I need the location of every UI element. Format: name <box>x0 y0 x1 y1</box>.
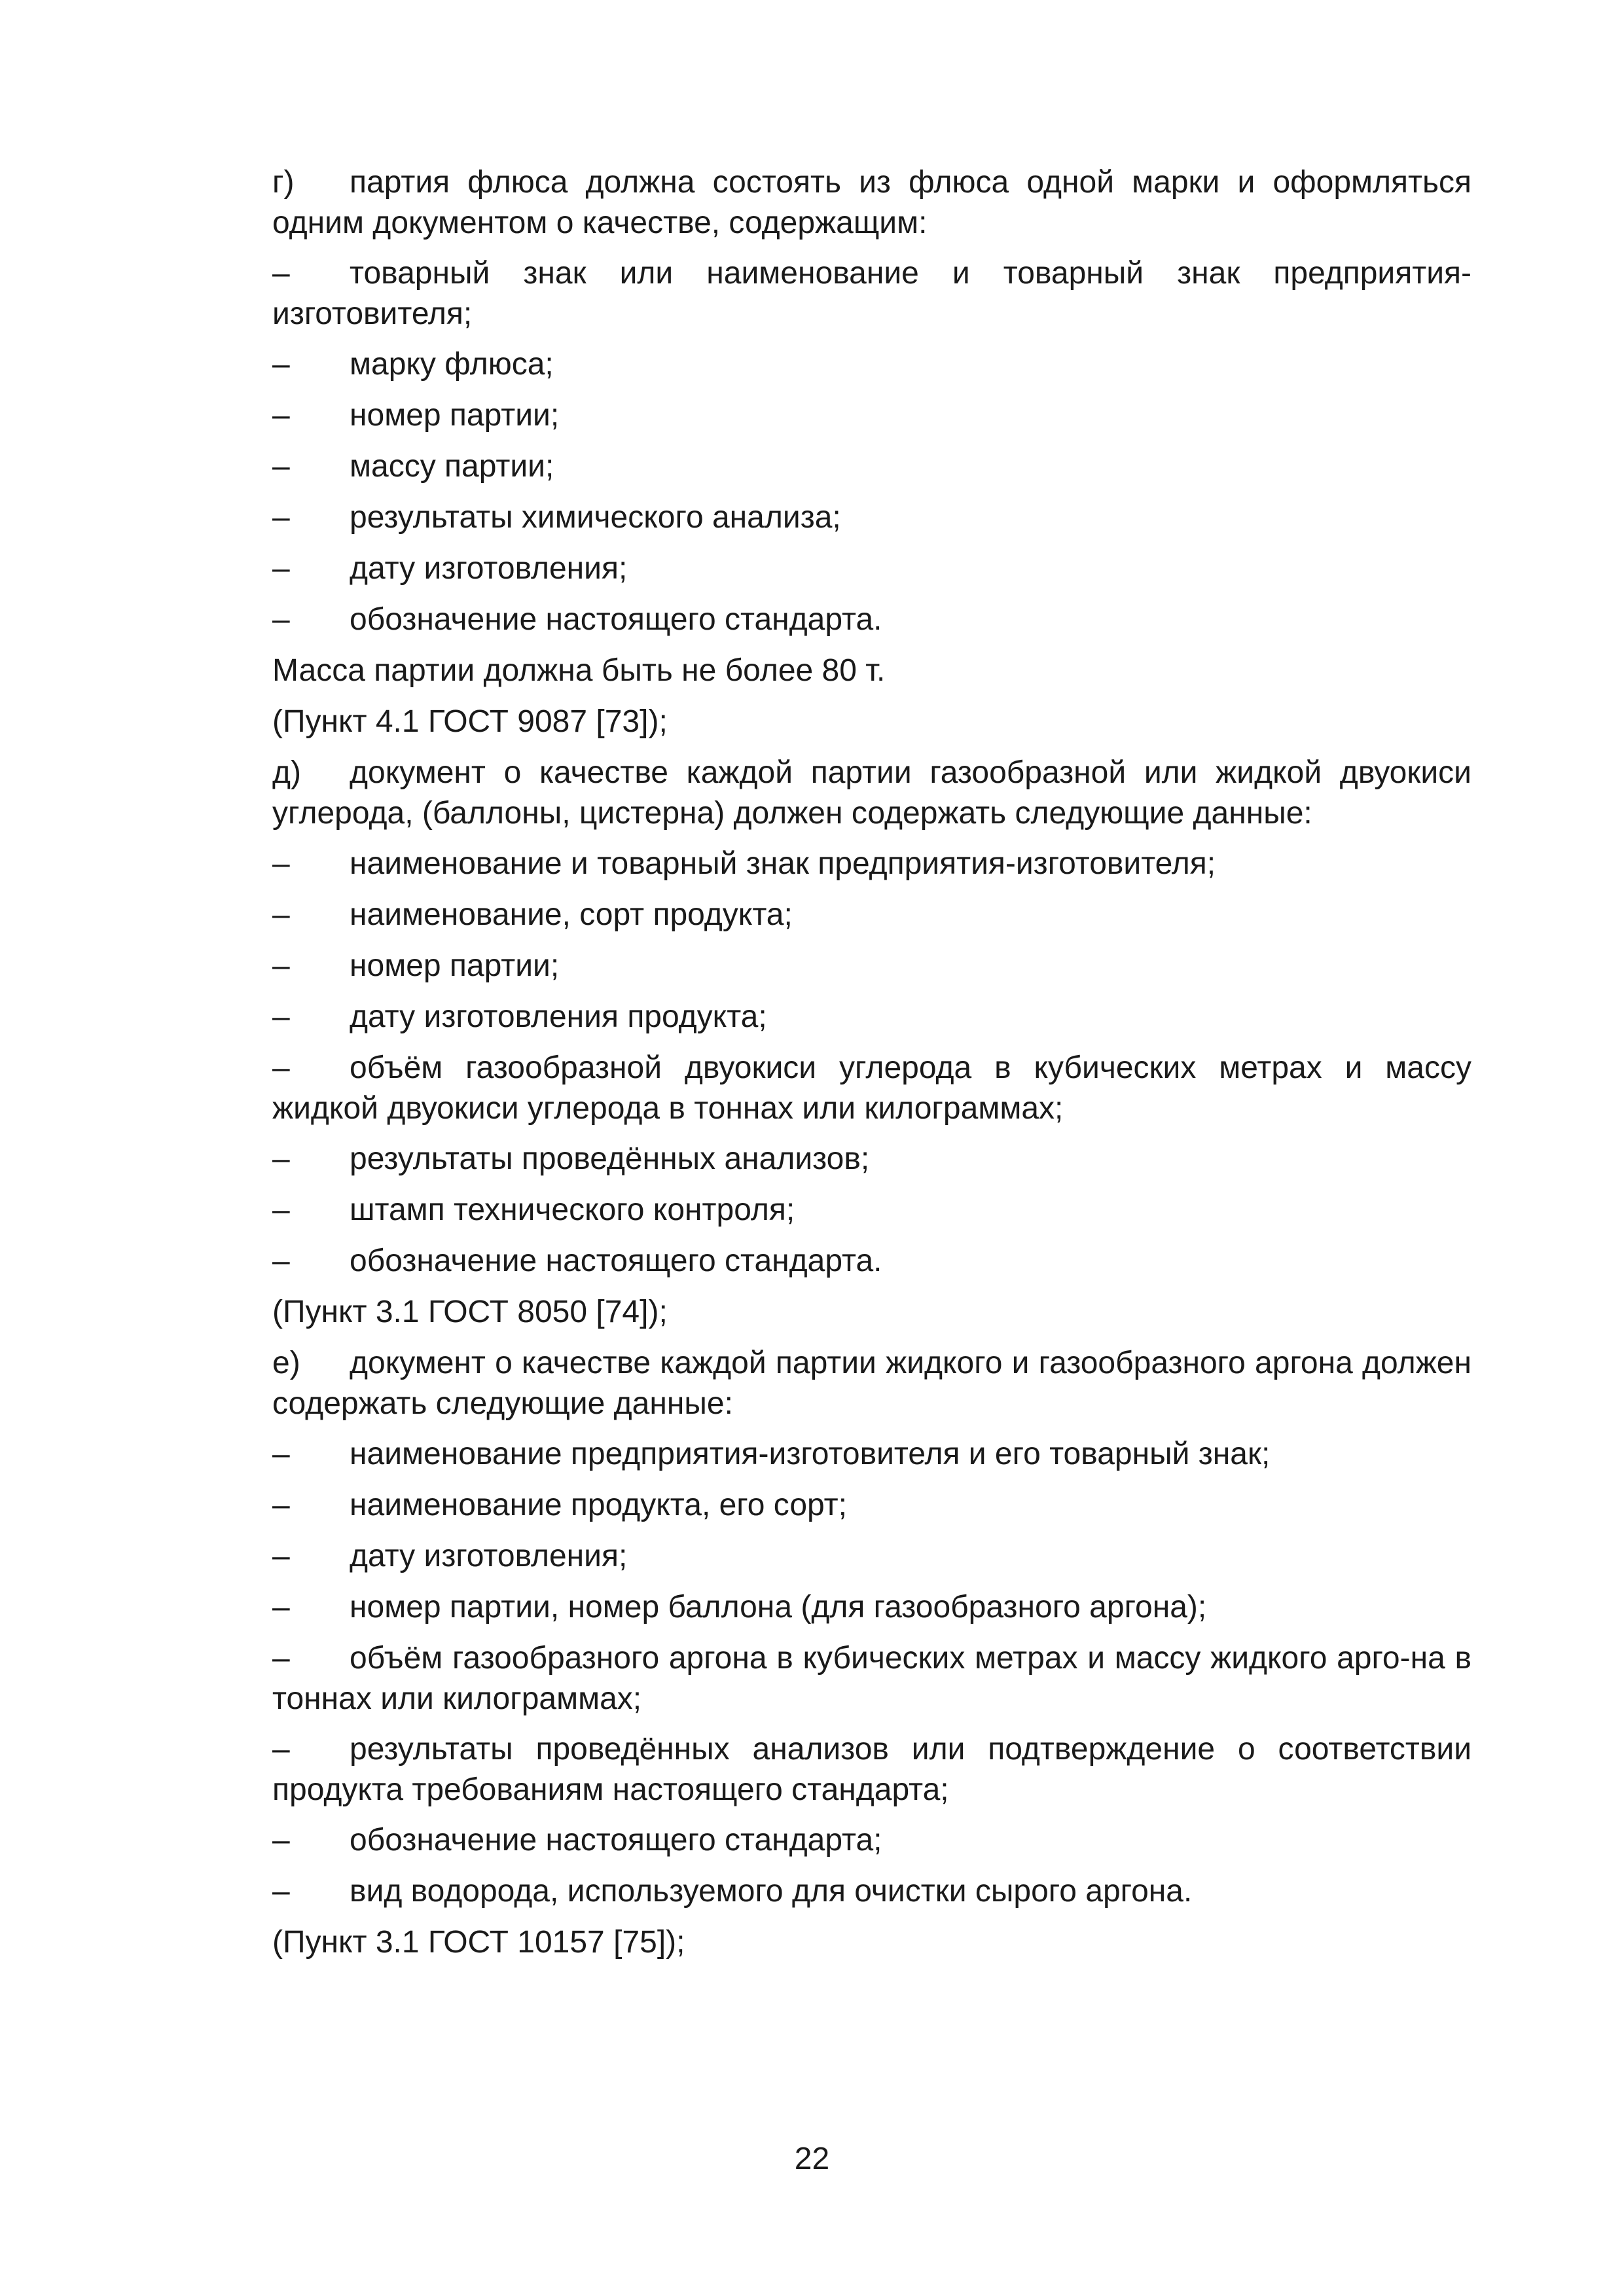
item-text: дату изготовления; <box>350 551 628 586</box>
item-marker: – <box>272 449 290 484</box>
item-text: (Пункт 3.1 ГОСТ 10157 [75]); <box>272 1925 685 1960</box>
list-item <box>195 1729 1471 1810</box>
item-text: наименование продукта, его сорт; <box>350 1488 847 1522</box>
list-item <box>195 395 1471 436</box>
item-marker: – <box>272 1193 290 1227</box>
list-item <box>195 253 1471 334</box>
item-marker: – <box>272 1732 290 1767</box>
list-item-g <box>195 162 1471 243</box>
item-text: наименование предприятия-изготовителя и его товарный знак; <box>350 1437 1271 1471</box>
list-item <box>195 1139 1471 1179</box>
list-item <box>195 1485 1471 1526</box>
item-marker: – <box>272 602 290 637</box>
item-marker: – <box>272 1488 290 1522</box>
item-text: вид водорода, используемого для очистки сырого аргона. <box>350 1874 1193 1909</box>
item-text: марку флюса; <box>350 347 554 382</box>
list-item <box>195 1241 1471 1282</box>
item-marker: – <box>272 256 290 291</box>
item-marker: – <box>272 1050 290 1085</box>
item-text: результаты проведённых анализов; <box>350 1141 870 1176</box>
list-item <box>195 344 1471 385</box>
item-marker: – <box>272 500 290 535</box>
item-text: обозначение настоящего стандарта. <box>350 602 882 637</box>
list-item-d <box>195 753 1471 834</box>
page-body <box>195 162 1471 1963</box>
item-text: (Пункт 4.1 ГОСТ 9087 [73]); <box>272 704 668 739</box>
item-marker: – <box>272 897 290 932</box>
item-text: номер партии; <box>350 948 560 983</box>
item-marker: – <box>272 347 290 382</box>
item-text: (Пункт 3.1 ГОСТ 8050 [74]); <box>272 1295 668 1329</box>
list-item <box>195 497 1471 538</box>
list-item <box>195 997 1471 1037</box>
list-item <box>195 1871 1471 1912</box>
item-marker: – <box>272 1823 290 1857</box>
item-text: товарный знак или наименование и товарный знак предприятия-изготовителя; <box>272 256 1471 331</box>
item-marker: – <box>272 551 290 586</box>
reference-paragraph <box>195 702 1471 742</box>
item-text: объём газообразного аргона в кубических метрах и массу жидкого арго-на в тоннах или килограммах; <box>272 1641 1471 1716</box>
reference-paragraph <box>195 1292 1471 1333</box>
list-item <box>195 946 1471 986</box>
list-item <box>195 1820 1471 1861</box>
item-text: наименование, сорт продукта; <box>350 897 793 932</box>
item-marker: е) <box>272 1346 300 1380</box>
item-text: результаты проведённых анализов или подтверждение о соответствии продукта требованиям настоящего стандарта; <box>272 1732 1471 1807</box>
page-number: 22 <box>794 2142 830 2176</box>
item-text: дату изготовления продукта; <box>350 999 767 1034</box>
list-item <box>195 1434 1471 1475</box>
item-text: наименование и товарный знак предприятия-изготовителя; <box>350 846 1216 881</box>
item-text: штамп технического контроля; <box>350 1193 795 1227</box>
item-text: дату изготовления; <box>350 1539 628 1573</box>
item-marker: – <box>272 846 290 881</box>
item-marker: – <box>272 1874 290 1909</box>
item-text: документ о качестве каждой партии жидкого и газообразного аргона должен содержать следующие данные: <box>272 1346 1471 1421</box>
item-text: массу партии; <box>350 449 554 484</box>
list-item-e <box>195 1343 1471 1424</box>
item-marker: – <box>272 1539 290 1573</box>
item-text: обозначение настоящего стандарта; <box>350 1823 882 1857</box>
list-item <box>195 895 1471 935</box>
list-item <box>195 1048 1471 1129</box>
list-item <box>195 1638 1471 1719</box>
list-item <box>195 1536 1471 1577</box>
item-marker: – <box>272 999 290 1034</box>
item-marker: г) <box>272 165 295 200</box>
list-item <box>195 1190 1471 1230</box>
item-text: обозначение настоящего стандарта. <box>350 1244 882 1278</box>
item-text: объём газообразной двуокиси углерода в кубических метрах и массу жидкой двуокиси углерода в тоннах или килограммах; <box>272 1050 1471 1126</box>
item-marker: – <box>272 948 290 983</box>
item-text: номер партии, номер баллона (для газообразного аргона); <box>350 1590 1207 1624</box>
list-item <box>195 600 1471 640</box>
list-item <box>195 1587 1471 1628</box>
item-text: Масса партии должна быть не более 80 т. <box>272 653 886 688</box>
item-text: номер партии; <box>350 398 560 433</box>
paragraph <box>195 651 1471 691</box>
list-item <box>195 844 1471 884</box>
item-marker: – <box>272 1244 290 1278</box>
item-marker: – <box>272 1641 290 1676</box>
item-marker: д) <box>272 755 301 790</box>
item-text: партия флюса должна состоять из флюса одной марки и оформляться одним документом о качестве, содержащим: <box>272 165 1471 240</box>
item-text: документ о качестве каждой партии газообразной или жидкой двуокиси углерода, (баллоны, цистерна) должен содержать следующие данные: <box>272 755 1471 831</box>
item-text: результаты химического анализа; <box>350 500 841 535</box>
list-item <box>195 548 1471 589</box>
reference-paragraph <box>195 1922 1471 1963</box>
list-item <box>195 446 1471 487</box>
item-marker: – <box>272 1437 290 1471</box>
item-marker: – <box>272 1141 290 1176</box>
item-marker: – <box>272 1590 290 1624</box>
item-marker: – <box>272 398 290 433</box>
